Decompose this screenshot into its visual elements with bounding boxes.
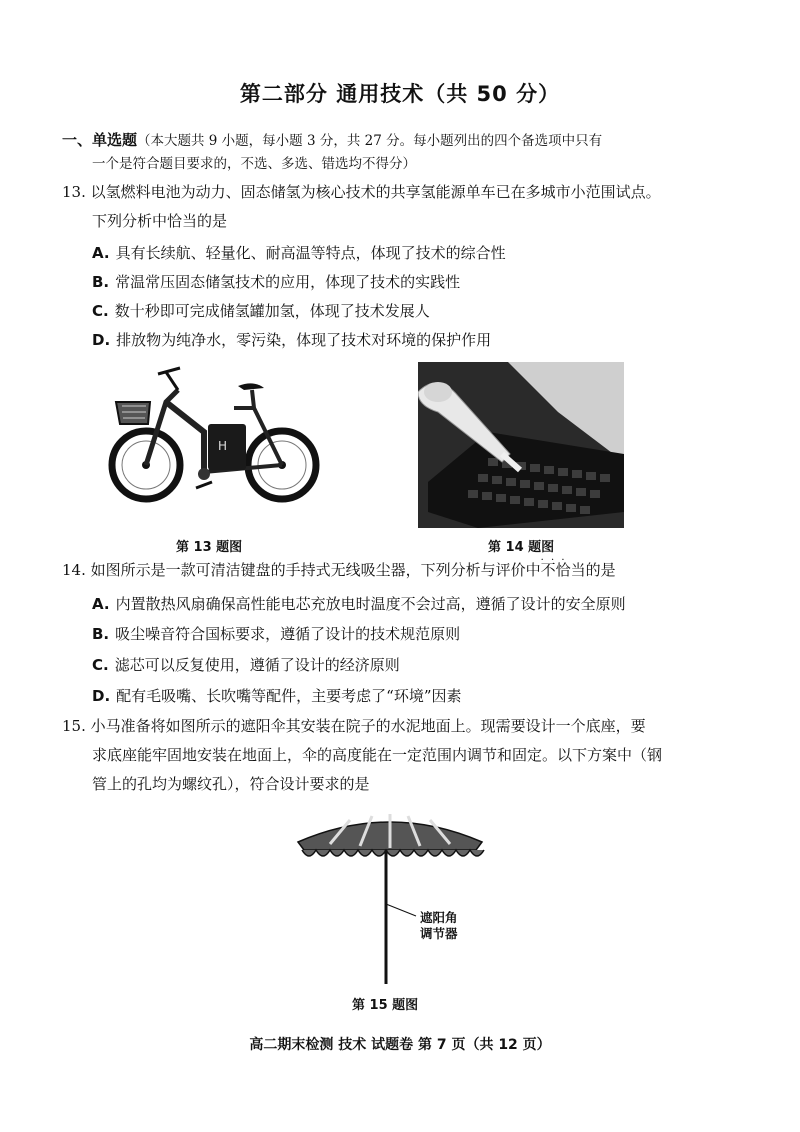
q14-option-a: A. 内置散热风扇确保高性能电芯充放电时温度不会过高，遵循了设计的安全原则 [92,595,626,613]
hydrogen-bike-image [104,362,324,512]
q15-stem-1: 15. 小马准备将如图所示的遮阳伞其安装在院子的水泥地面上。现需要设计一个底座，要 [62,717,646,735]
q13-option-b: B. 常温常压固态储氢技术的应用，体现了技术的实践性 [92,273,461,291]
page-footer: 高二期末检测 技术 试题卷 第 7 页（共 12 页） [249,1037,551,1053]
figure-13-caption: 第 13 题图 [176,540,243,555]
section-heading [62,130,602,151]
figure-15-caption: 第 15 题图 [352,998,419,1013]
keyboard-vacuum-image [418,362,624,528]
q15-stem-2: 求底座能牢固地安装在地面上，伞的高度能在一定范围内调节和固定。以下方案中（钢 [92,746,663,764]
page-title: 第二部分 通用技术（共 50 分） [239,82,561,106]
q14-option-b: B. 吸尘噪音符合国标要求，遵循了设计的技术规范原则 [92,625,461,643]
q13-option-a: A. 具有长续航、轻量化、耐高温等特点，体现了技术的综合性 [92,244,506,262]
q13-stem-2: 下列分析中恰当的是 [92,212,228,230]
bike-logo: H [218,439,228,453]
section-title: 一、单选题 [62,131,138,149]
q13-option-d: D. 排放物为纯净水，零污染，体现了技术对环境的保护作用 [92,331,492,349]
q14-option-c: C. 滤芯可以反复使用，遵循了设计的经济原则 [92,656,400,674]
q14-stem: 14. 如图所示是一款可清洁键盘的手持式无线吸尘器，下列分析与评价中不恰当 · · ·的是 [62,560,616,580]
umbrella-label-1: 遮阳角 [420,910,458,925]
figure-14-caption: 第 14 题图 [488,540,555,555]
umbrella-label-2: 调节器 [420,926,458,941]
q14-option-d: D. 配有毛吸嘴、长吹嘴等配件，主要考虑了“环境”因素 [92,687,462,705]
section-note-2: 一个是符合题目要求的，不选、多选、错选均不得分） [92,156,416,172]
section-note-1: （本大题共 9 小题，每小题 3 分，共 27 分。每小题列出的四个备选项中只有 [137,133,603,149]
q13-option-c: C. 数十秒即可完成储氢罐加氢，体现了技术发展人 [92,302,430,320]
q14-emphasis: 不恰当 · · · [541,561,586,579]
q13-stem-1: 13. 以氢燃料电池为动力、固态储氢为核心技术的共享氢能源单车已在多城市小范围试点。 [62,183,661,201]
q15-stem-3: 管上的孔均为螺纹孔），符合设计要求的是 [92,775,370,793]
umbrella-image [290,806,490,988]
